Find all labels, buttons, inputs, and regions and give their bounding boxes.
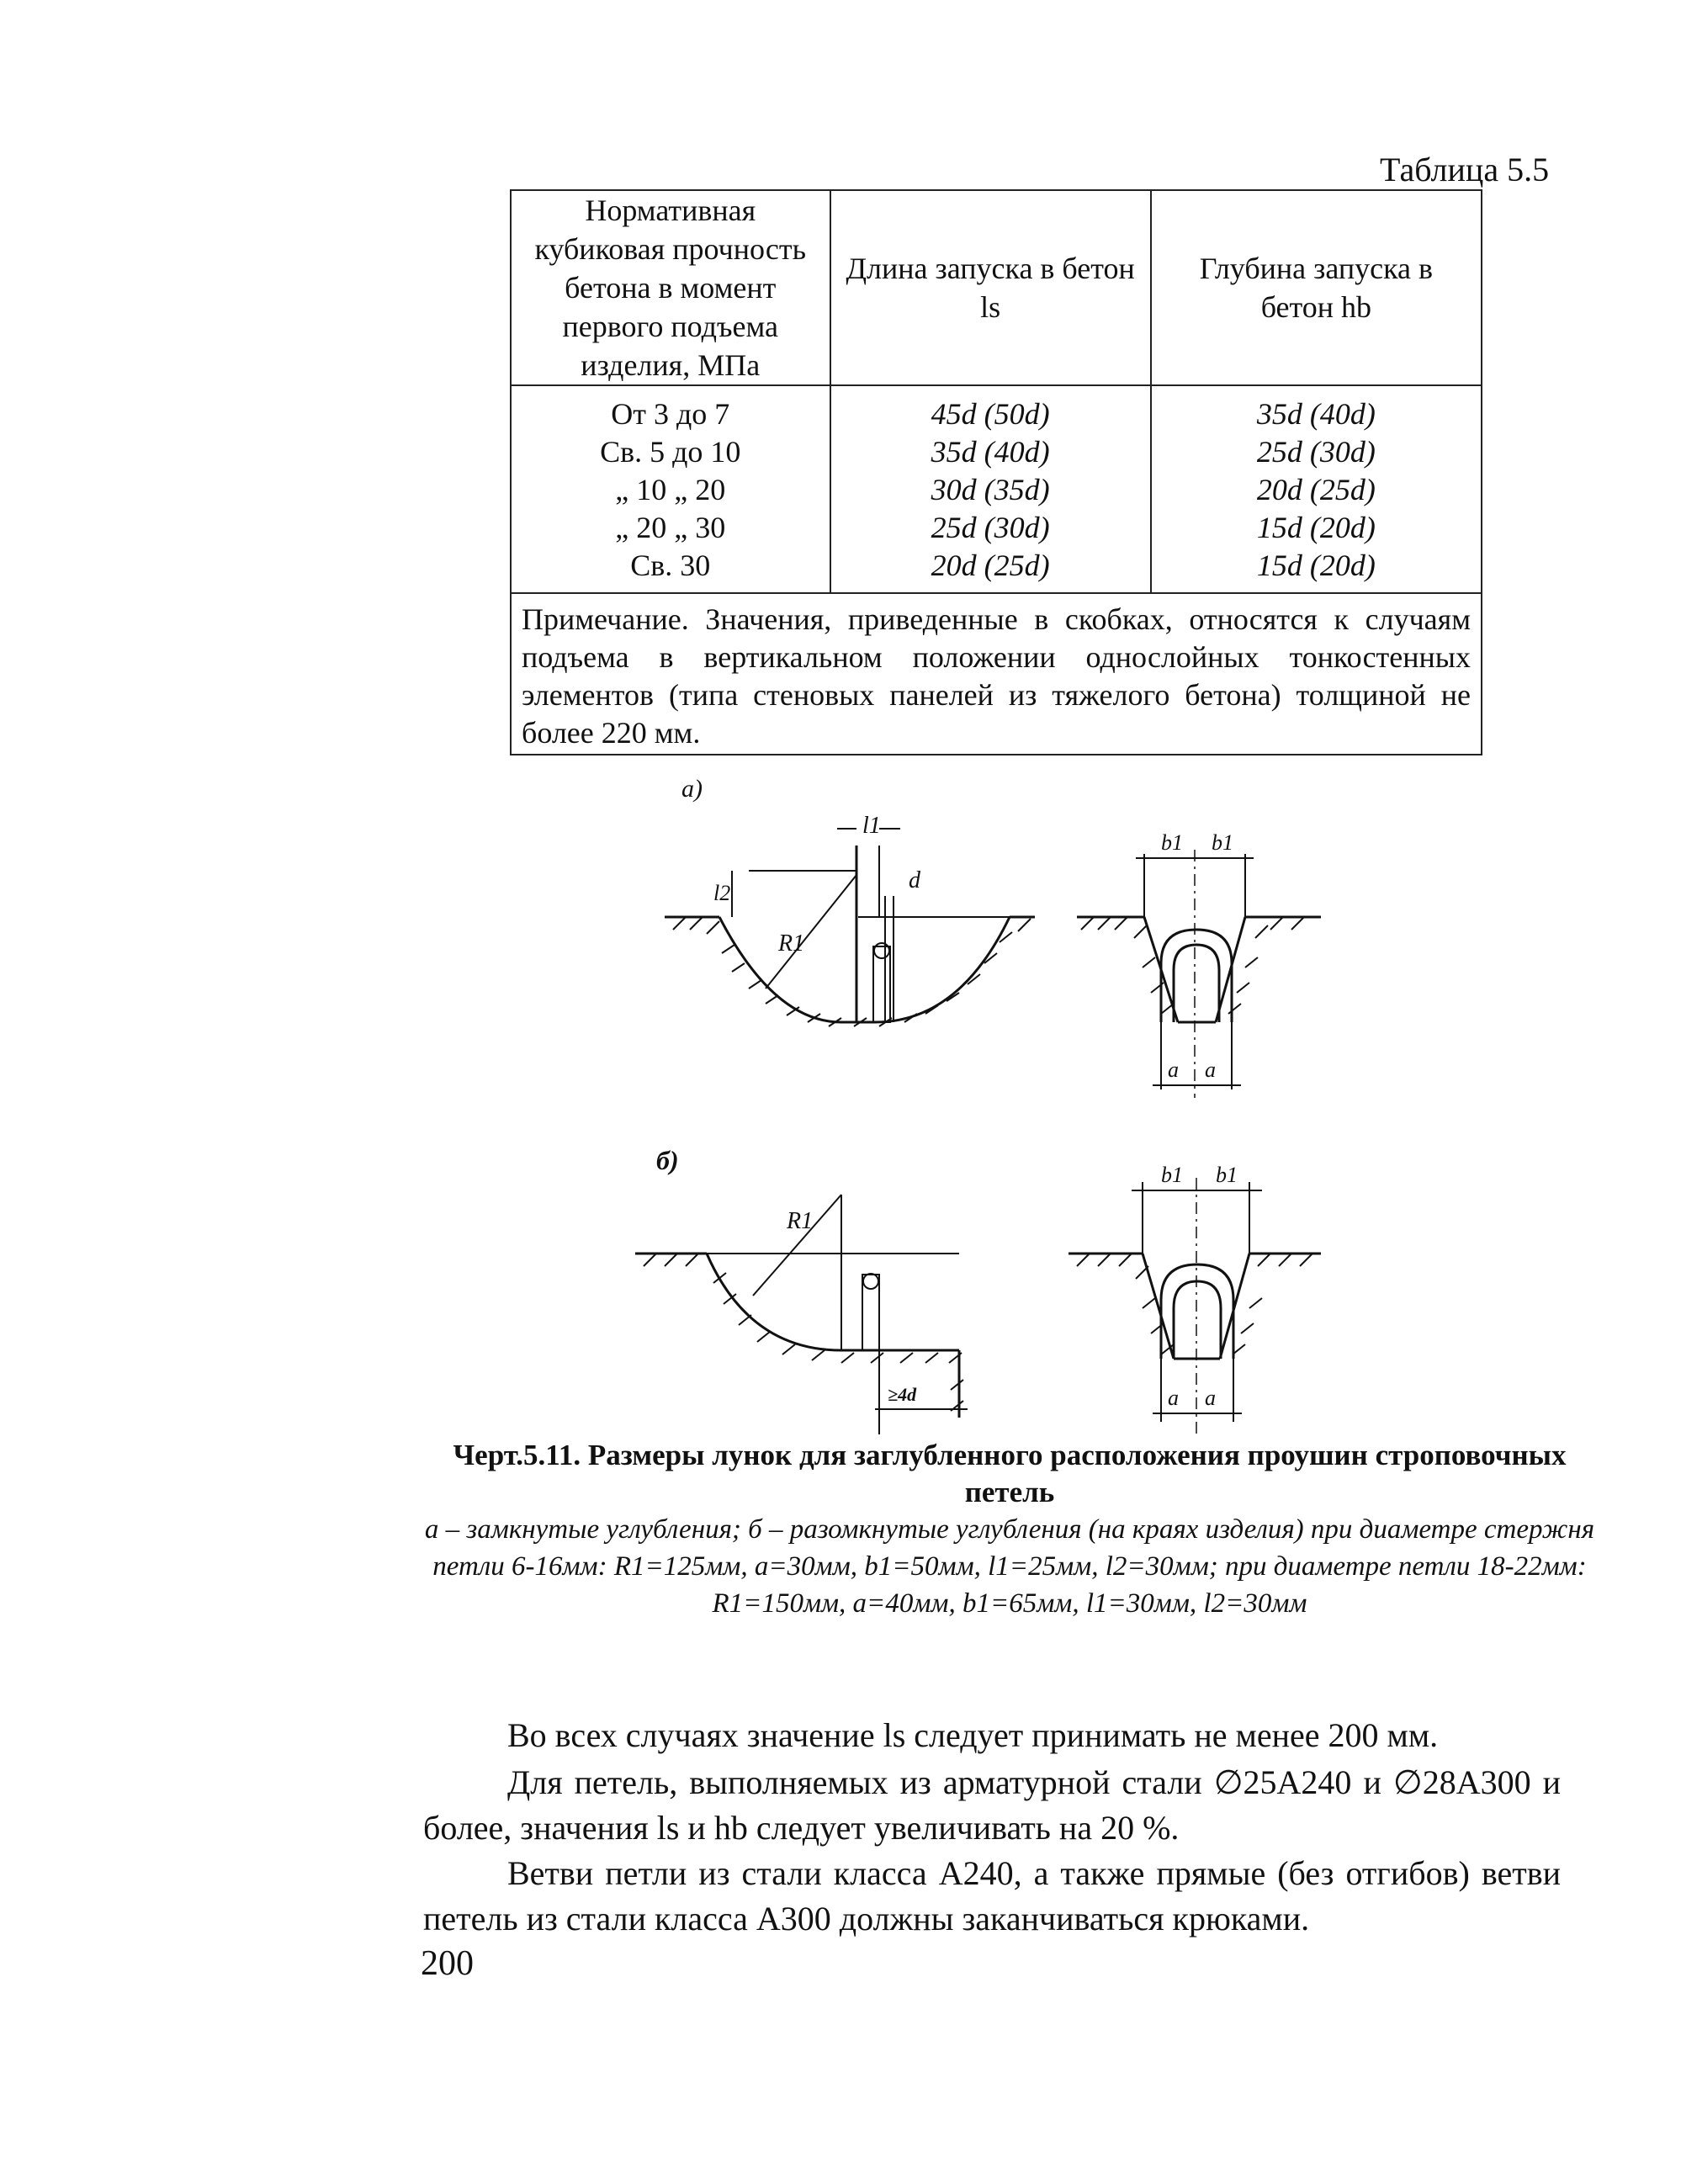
table-header-row [511,190,1482,385]
strength-table [510,189,1482,755]
dim-b1-b-right: b1 [1216,1163,1238,1187]
table-title: Таблица 5.5 [1380,151,1550,188]
paragraph-text: Во всех случаях значение ls следует принимать не менее 200 мм. [507,1716,1439,1754]
dim-d: d [909,867,920,893]
recess-a-side [1077,830,1321,1098]
recess-b-side [1069,1163,1321,1434]
dim-a-a-right: a [1205,1058,1216,1082]
label-b: б) [656,1145,679,1175]
header-depth: Глубина запуска в бетон hb [1151,190,1482,385]
table-cell: Св. 30 [630,549,711,582]
column-strength [511,385,830,593]
table-cell: Св. 5 до 10 [600,435,741,469]
dim-r1-b: R1 [787,1208,814,1234]
table-note-row [511,593,1482,755]
paragraph-text: Ветви петли из стали класса А240, а также прямые (без отгибов) ветви петель из стали класса А300 должны заканчиваться крюками. [423,1854,1561,1938]
dim-b1-a-left: b1 [1161,830,1183,855]
table-cell: 30d (35d) [931,473,1050,506]
table-note: Примечание. Значения, приведенные в скобках, относятся к случаям подъема в вертикальном положении однослойных тонкостенных элементов (типа стеновых панелей из тяжелого бетона) толщиной не более 220 мм. [511,593,1482,755]
table-cell: „ 20 „ 30 [615,511,726,544]
table-cell: 25d (30d) [931,511,1050,544]
dim-l1: l1 [862,813,881,839]
table-cell: 15d (20d) [1256,511,1376,544]
dim-b1-b-left: b1 [1161,1163,1183,1187]
table-cell: 20d (25d) [1256,473,1376,506]
recess-b-section [635,1195,968,1434]
table-cell: „ 10 „ 20 [615,473,726,506]
dim-l2: l2 [713,881,731,905]
dim-a-b-right: a [1205,1386,1216,1410]
caption-subtitle: а – замкнутые углубления; б – разомкнутые углубления (на краях изделия) при диаметре стержня петли 6-16мм: R1=125мм, а=30мм, b1=50мм, l1=25мм, l2=30мм; при диаметре петли 18-22мм: R1=150мм, а=40мм, b1=65мм, l1=30мм, l2=30мм [424,1514,1595,1619]
table-cell: 25d (30d) [1256,435,1376,469]
table-cell: От 3 до 7 [611,397,730,431]
figure-caption [421,1437,1599,1622]
table-cell: 35d (40d) [1256,397,1376,431]
header-strength: Нормативная кубиковая прочность бетона в момент первого подъема изделия, МПа [511,190,830,385]
dim-r1-a: R1 [778,930,805,957]
dim-4d: ≥4d [888,1384,917,1405]
page-number: 200 [421,1944,474,1983]
recess-a-section [665,813,1035,1026]
caption-title: Черт.5.11. Размеры лунок для заглубленного расположения проушин строповочных петель [453,1439,1567,1508]
table-cell: 20d (25d) [931,549,1050,582]
table-cell: 45d (50d) [931,397,1050,431]
dim-a-b-left: a [1168,1386,1179,1410]
label-a: а) [681,775,703,803]
column-depth [1151,385,1482,593]
column-length [830,385,1151,593]
paragraph [423,1713,1561,1758]
paragraph [423,1851,1561,1942]
paragraph [423,1760,1561,1851]
table-cell: 35d (40d) [931,435,1050,469]
header-length: Длина запуска в бетон ls [830,190,1151,385]
lifting-loop-recess-drawing [623,770,1380,1434]
table-body-row [511,385,1482,593]
dim-b1-a-right: b1 [1212,830,1233,855]
dim-a-a-left: a [1168,1058,1179,1082]
table-cell: 15d (20d) [1256,549,1376,582]
paragraph-text: Для петель, выполняемых из арматурной стали ∅25А240 и ∅28А300 и более, значения ls и hb следует увеличивать на 20 %. [423,1763,1561,1847]
